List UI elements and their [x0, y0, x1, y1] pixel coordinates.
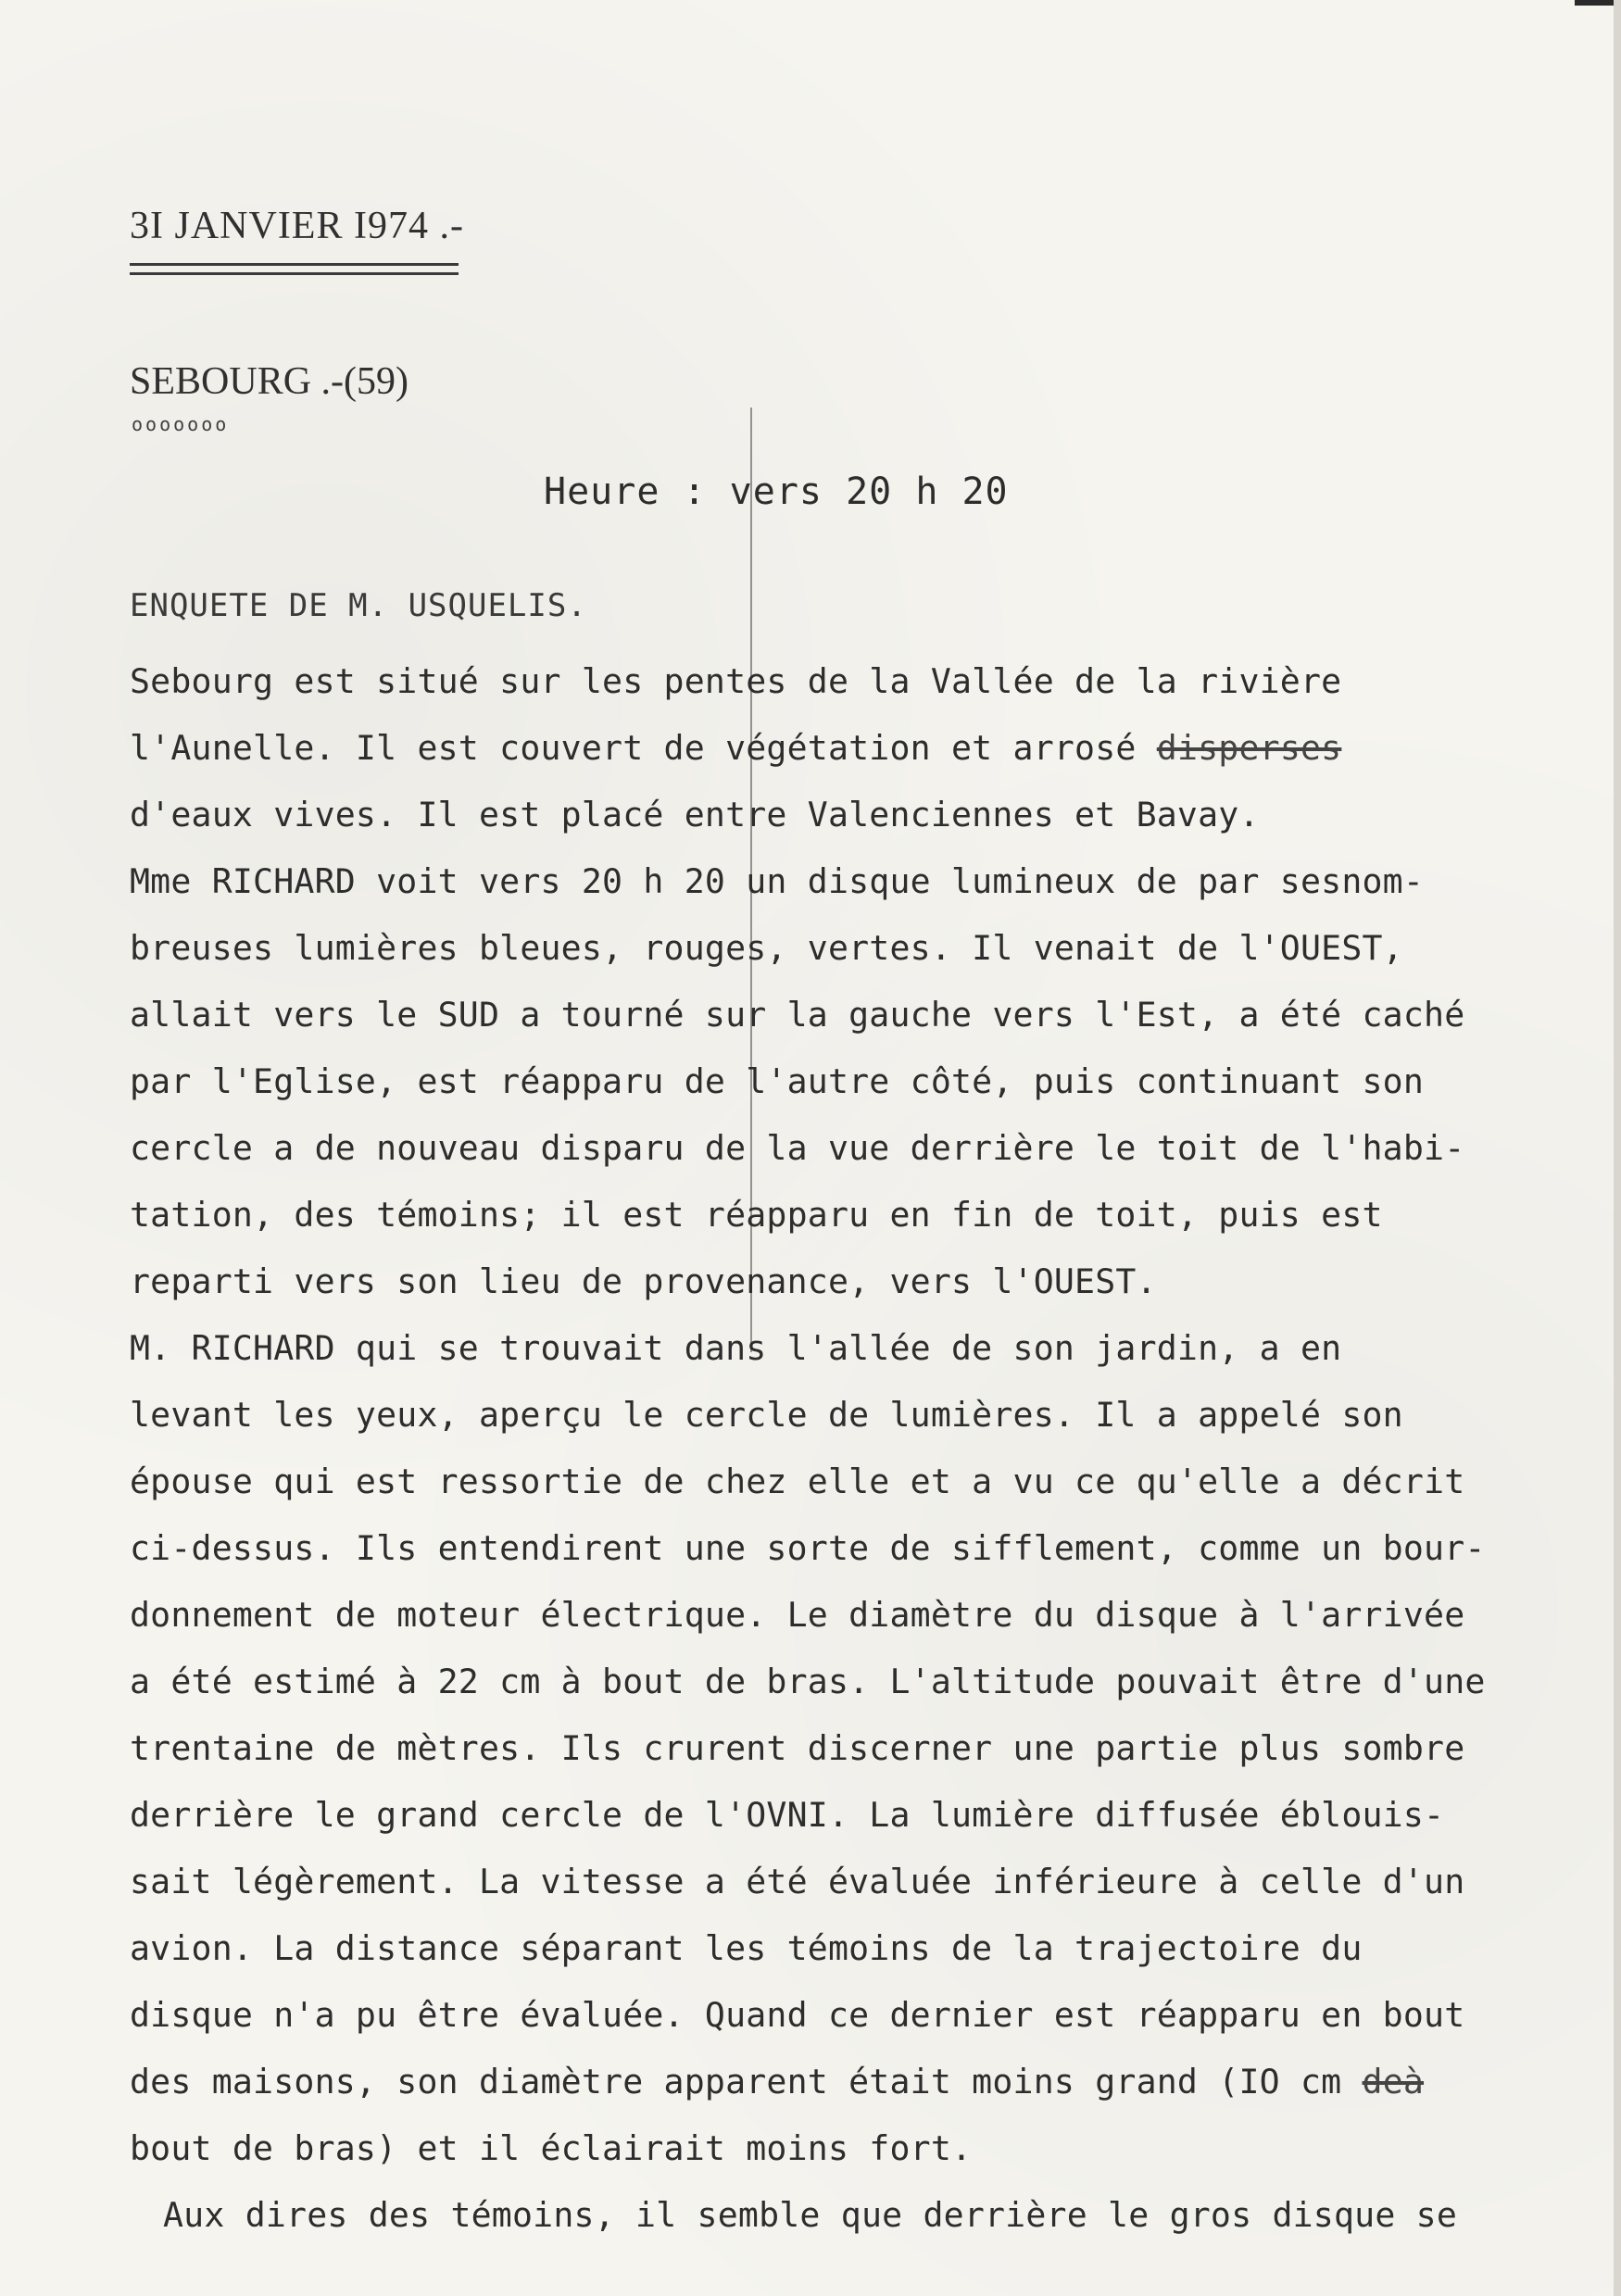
body-line: par l'Eglise, est réapparu de l'autre côté, puis continuant son — [130, 1061, 1425, 1101]
body-line: bout de bras) et il éclairait moins fort. — [130, 2128, 973, 2168]
struck-word: deà — [1362, 2062, 1425, 2102]
body-line: Mme RICHARD voit vers 20 h 20 un disque lumineux de par sesnom- — [130, 861, 1425, 901]
report-hour: Heure : vers 20 h 20 — [544, 470, 1009, 513]
body-line: tation, des témoins; il est réapparu en fin de toit, puis est — [130, 1195, 1383, 1235]
body-line: levant les yeux, aperçu le cercle de lumières. Il a appelé son — [130, 1395, 1403, 1435]
body-line: Aux dires des témoins, il semble que derrière le gros disque se — [163, 2195, 1458, 2235]
body-line-text: des maisons, son diamètre apparent était moins grand (IO cm — [130, 2062, 1342, 2102]
body-line: avion. La distance séparant les témoins de la trajectoire du — [130, 1928, 1363, 1968]
body-line: a été estimé à 22 cm à bout de bras. L'altitude pouvait être d'une — [130, 1662, 1486, 1701]
report-body — [130, 648, 1584, 2249]
body-line: allait vers le SUD a tourné sur la gauche vers l'Est, a été caché — [130, 995, 1465, 1035]
body-line — [130, 715, 1584, 782]
body-line: sait légèrement. La vitesse a été évaluée inférieure à celle d'un — [130, 1862, 1465, 1901]
body-line: derrière le grand cercle de l'OVNI. La lumière diffusée éblouis- — [130, 1795, 1445, 1835]
body-line: donnement de moteur électrique. Le diamètre du disque à l'arrivée — [130, 1595, 1465, 1635]
body-line: disque n'a pu être évaluée. Quand ce dernier est réapparu en bout — [130, 1995, 1465, 2035]
date-underline-1 — [130, 263, 459, 266]
body-line: trentaine de mètres. Ils crurent discerner une partie plus sombre — [130, 1728, 1465, 1768]
page-edge-right — [1614, 0, 1621, 2296]
body-line-text: l'Aunelle. Il est couvert de végétation et arrosé — [130, 728, 1137, 768]
struck-word: disperses — [1156, 728, 1342, 768]
report-place: SEBOURG .-(59) — [130, 360, 408, 403]
report-date: 3I JANVIER I974 .- — [130, 205, 464, 247]
body-line — [130, 2049, 1584, 2115]
survey-title: ENQUETE DE M. USQUELIS. — [130, 587, 587, 624]
body-line: épouse qui est ressortie de chez elle et a vu ce qu'elle a décrit — [130, 1462, 1465, 1501]
date-underline-2 — [130, 272, 459, 275]
body-line: breuses lumières bleues, rouges, vertes. Il venait de l'OUEST, — [130, 928, 1403, 968]
body-line: M. RICHARD qui se trouvait dans l'allée de son jardin, a en — [130, 1328, 1342, 1368]
body-line: Sebourg est situé sur les pentes de la Vallée de la rivière — [130, 661, 1342, 701]
body-line: ci-dessus. Ils entendirent une sorte de sifflement, comme un bour- — [130, 1528, 1486, 1568]
body-line: cercle a de nouveau disparu de la vue derrière le toit de l'habi- — [130, 1128, 1465, 1168]
place-underline-marker: ooooooo — [132, 413, 230, 435]
body-line: reparti vers son lieu de provenance, vers l'OUEST. — [130, 1261, 1157, 1301]
body-line: d'eaux vives. Il est placé entre Valenciennes et Bavay. — [130, 795, 1260, 834]
